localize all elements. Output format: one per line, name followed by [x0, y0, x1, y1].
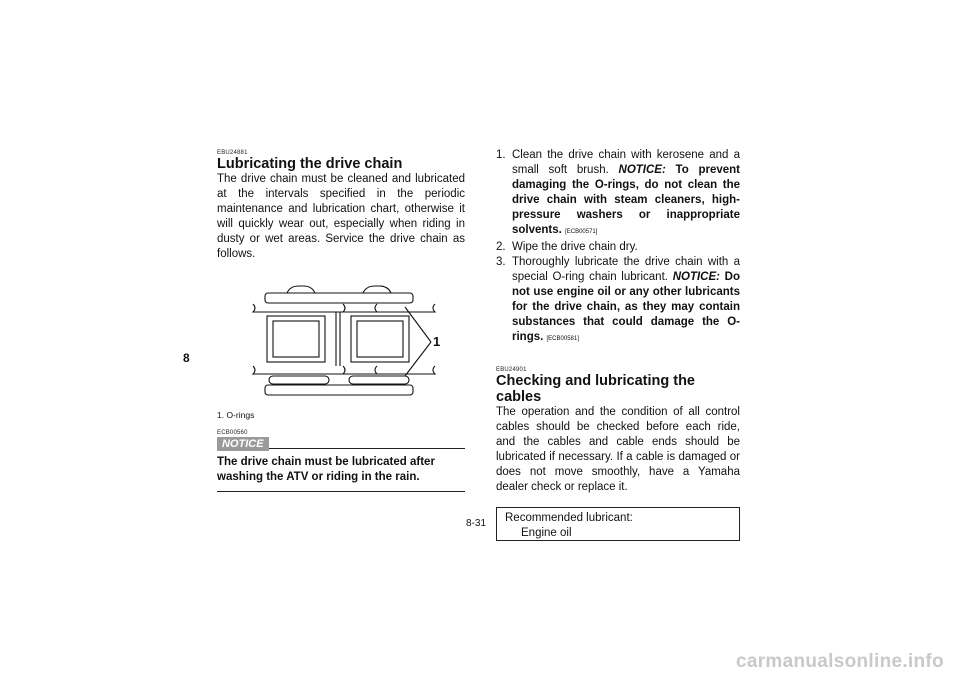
step-notice-label: NOTICE:: [618, 164, 666, 176]
notice-end-rule: [217, 491, 465, 492]
section-title-drive-chain: Lubricating the drive chain: [217, 156, 403, 172]
step-notice-text: To prevent damaging the O-rings, do not clean the drive chain with steam cleaners, high-pressure washers or inappropriate solvents.: [512, 164, 740, 236]
o-ring-chain-figure: [217, 266, 465, 406]
cables-paragraph: The operation and the condition of all control cables should be checked before each ride, and the cables and cable ends should be lubricated if necessary. If a cable is damaged or does not move smoothly, have a Yamaha dealer check or replace it.: [496, 406, 740, 493]
step-number: 3.: [496, 256, 506, 268]
watermark: carmanualsonline.info: [736, 651, 944, 672]
lubricant-value: Engine oil: [521, 527, 572, 539]
step-notice-text: Do not use engine oil or any other lubricants for the drive chain, as they may contain substances that could damage the O-rings.: [512, 271, 741, 343]
right-column: [496, 148, 740, 541]
cables-section-code: EBU24901: [496, 367, 527, 373]
page-number: 8-31: [466, 518, 487, 529]
notice-rule: [269, 447, 465, 449]
section-title-cables: Checking and lubricating the cables: [496, 373, 695, 405]
chain-illustration: [217, 266, 465, 406]
notice-text: The drive chain must be lubricated after washing the ATV or riding in the rain.: [217, 456, 435, 483]
drive-chain-paragraph: The drive chain must be cleaned and lubricated at the intervals specified in the periodic maintenance and lubrication chart, otherwise it will quickly wear out, especially when riding in dusty or wet areas. Service the drive chain as follows.: [217, 173, 465, 260]
recommended-lubricant-box: [496, 507, 740, 541]
step-3: [496, 255, 740, 347]
step-code: [ECB00571]: [565, 229, 598, 235]
step-text: Thoroughly lubricate the drive chain with a special O-ring chain lubricant.: [512, 256, 740, 283]
step-2: [496, 240, 740, 255]
notice-header: [217, 437, 465, 451]
cleaning-steps: [496, 148, 740, 347]
notice-code: ECB00560: [217, 430, 248, 436]
section-code: EBU24881: [217, 150, 248, 156]
step-notice-label: NOTICE:: [672, 271, 720, 283]
left-column: [217, 150, 465, 492]
chapter-tab: 8: [183, 351, 190, 365]
figure-caption: 1. O-rings: [217, 410, 255, 420]
step-number: 2.: [496, 241, 506, 253]
step-text: Clean the drive chain with kerosene and a small soft brush.: [512, 149, 740, 176]
step-code: [ECB00581]: [546, 336, 579, 342]
lubricant-label: Recommended lubricant:: [505, 512, 633, 524]
step-text: Wipe the drive chain dry.: [512, 241, 638, 253]
figure-callout-1: 1: [433, 334, 441, 349]
step-number: 1.: [496, 149, 506, 161]
step-1: [496, 148, 740, 240]
notice-badge: NOTICE: [217, 437, 269, 451]
